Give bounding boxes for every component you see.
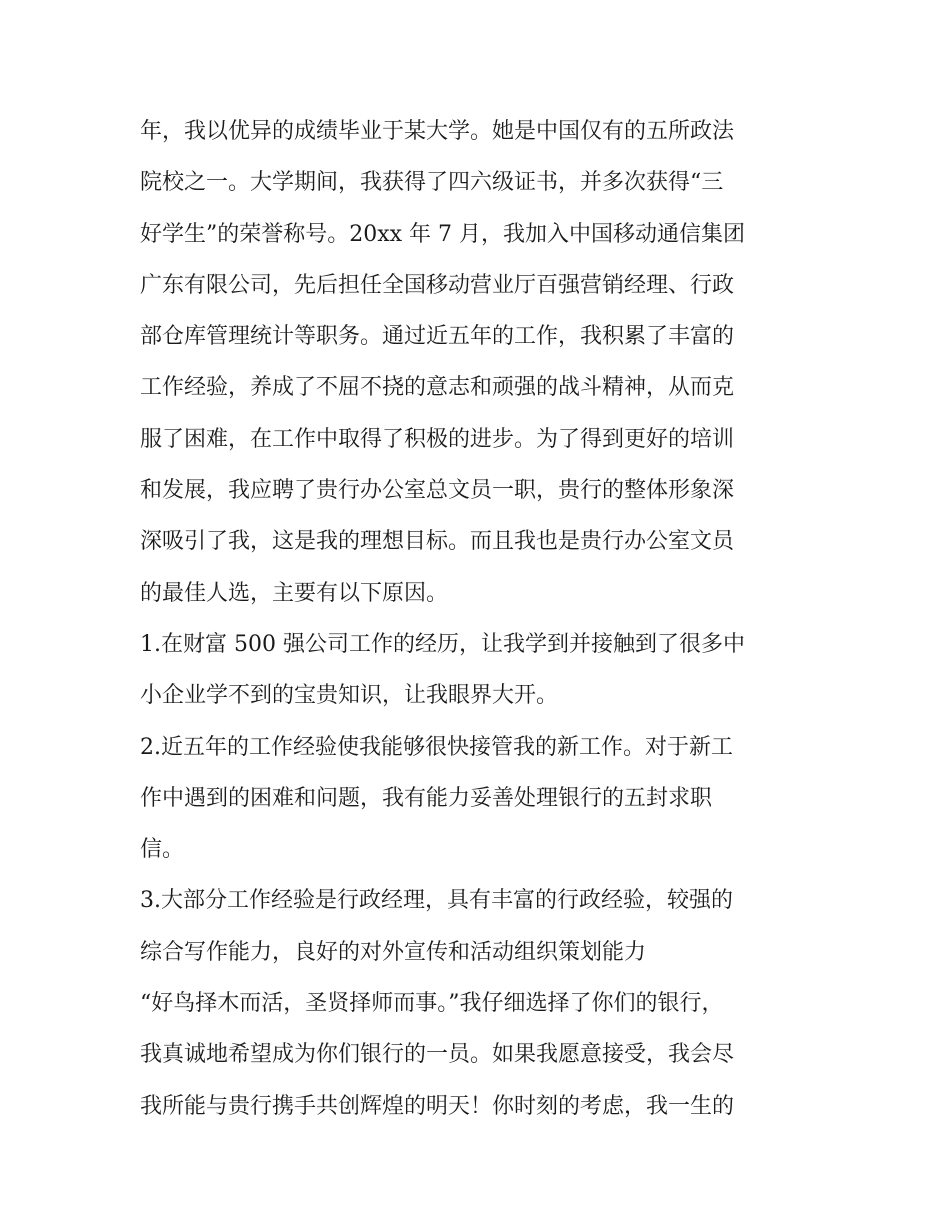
list-item-2-line: 2.近五年的工作经验使我能够很快接管我的新工作。对于新工 xyxy=(140,734,733,760)
list-item-2-line: 信。 xyxy=(140,837,185,863)
list-item-1-line: 小企业学不到的宝贵知识，让我眼界大开。 xyxy=(140,683,559,709)
text-line: 工作经验，养成了不屈不挠的意志和顽强的战斗精神，从而克 xyxy=(140,375,735,401)
text-line: 广东有限公司，先后担任全国移动营业厅百强营销经理、行政 xyxy=(140,272,735,298)
text-line: 院校之一。大学期间，我获得了四六级证书，并多次获得“三 xyxy=(140,170,724,196)
text-line: 和发展，我应聘了贵行办公室总文员一职，贵行的整体形象深 xyxy=(140,478,735,504)
text-line: 年，我以优异的成绩毕业于某大学。她是中国仅有的五所政法 xyxy=(140,119,735,144)
text-line: 的最佳人选，主要有以下原因。 xyxy=(140,580,449,606)
list-item-2-line: 作中遇到的困难和问题，我有能力妥善处理银行的五封求职 xyxy=(140,785,713,811)
text-line: 好学生”的荣誉称号。20xx 年 7 月，我加入中国移动通信集团 xyxy=(140,221,746,247)
text-line: 我所能与贵行携手共创辉煌的明天！你时刻的考虑，我一生的 xyxy=(140,1093,735,1119)
text-line: 我真诚地希望成为你们银行的一员。如果我愿意接受，我会尽 xyxy=(140,1042,735,1068)
list-item-1-line: 1.在财富 500 强公司工作的经历，让我学到并接触到了很多中 xyxy=(140,631,745,657)
text-line: 服了困难，在工作中取得了积极的进步。为了得到更好的培训 xyxy=(140,426,735,452)
list-item-3-line: 3.大部分工作经验是行政经理，具有丰富的行政经验，较强的 xyxy=(140,888,733,914)
body-text xyxy=(140,106,820,1132)
text-line: 部仓库管理统计等职务。通过近五年的工作，我积累了丰富的 xyxy=(140,324,735,350)
text-line: 深吸引了我，这是我的理想目标。而且我也是贵行办公室文员 xyxy=(140,529,735,555)
list-item-3-line: 综合写作能力，良好的对外宣传和活动组织策划能力 xyxy=(140,939,647,965)
text-line: “好鸟择木而活，圣贤择师而事。”我仔细选择了你们的银行， xyxy=(140,991,724,1017)
